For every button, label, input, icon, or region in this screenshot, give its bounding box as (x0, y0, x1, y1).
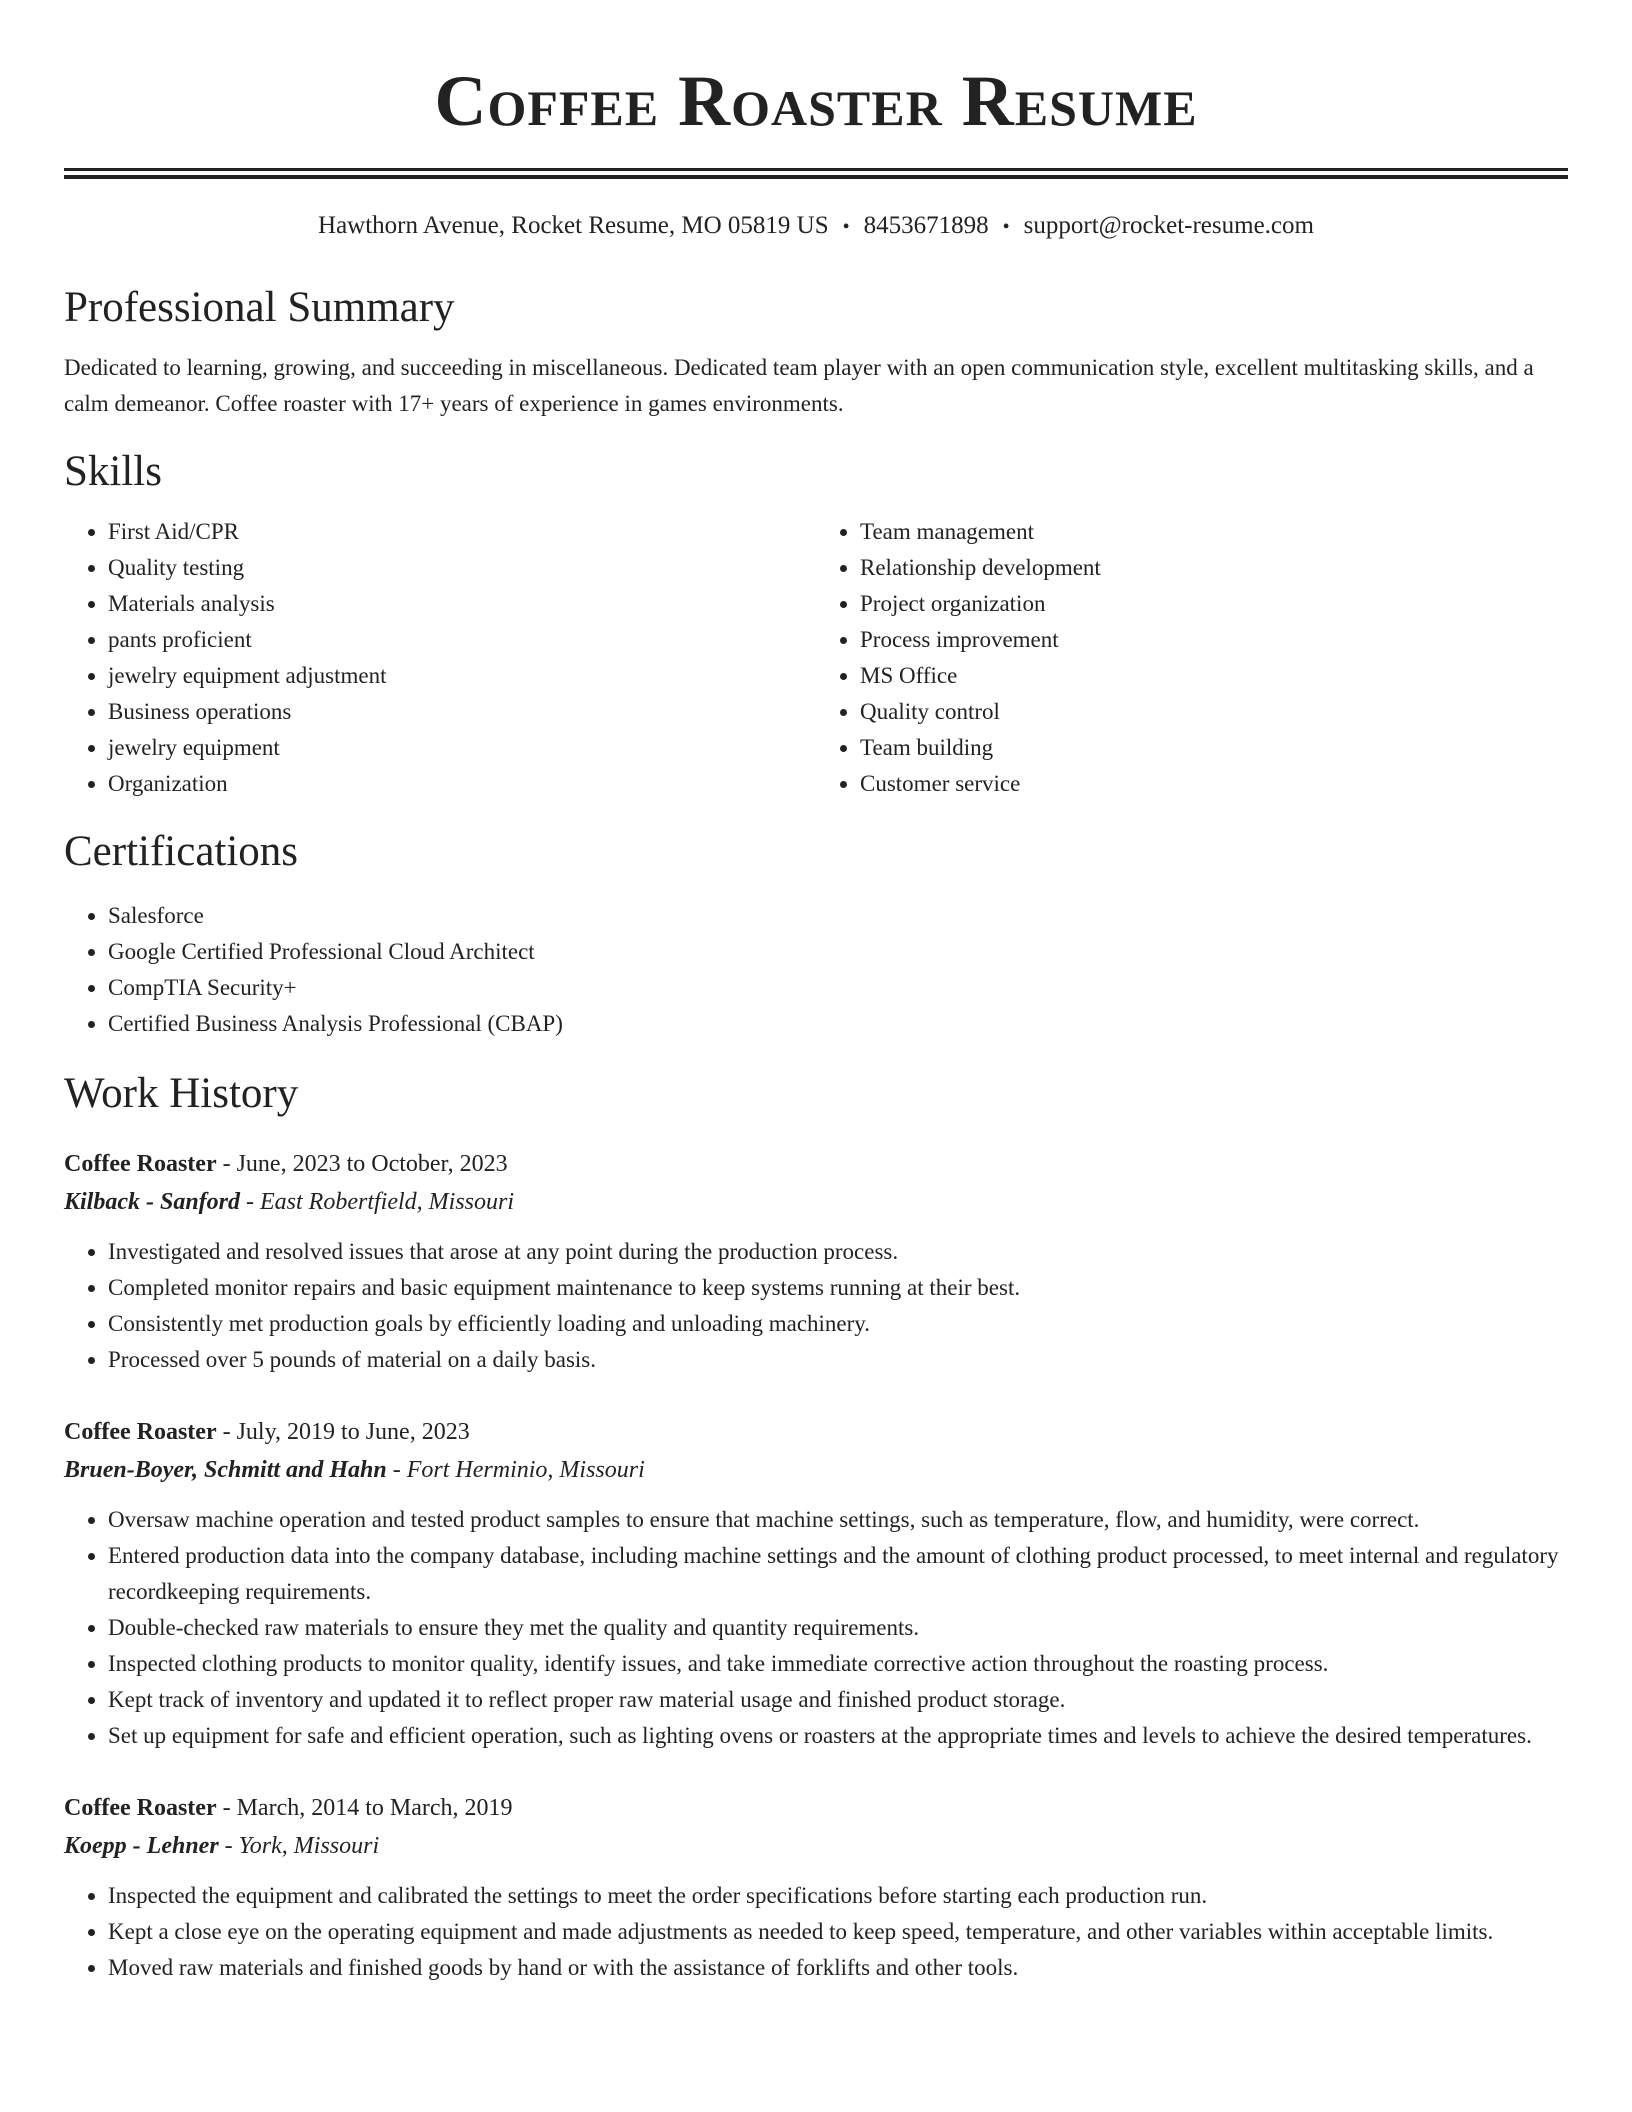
certification-item: • Certified Business Analysis Professional (CBAP) (108, 1006, 1568, 1042)
job-entry (64, 1146, 1568, 1378)
title-divider (64, 168, 1568, 179)
job-bullet: • Inspected the equipment and calibrated the settings to meet the order specifications before starting each production run. (108, 1878, 1568, 1914)
skills-columns (64, 514, 1568, 802)
job-bullet: • Set up equipment for safe and efficient operation, such as lighting ovens or roasters at the appropriate times and levels to achieve the desired temperatures. (108, 1718, 1568, 1754)
job-company: Koepp - Lehner (64, 1833, 219, 1859)
skills-list-right (816, 514, 1568, 802)
skill-item: • MS Office (860, 658, 1568, 694)
skill-item: • Team building (860, 730, 1568, 766)
skill-item: • jewelry equipment adjustment (108, 658, 816, 694)
skill-item: • pants proficient (108, 622, 816, 658)
skill-item: • Relationship development (860, 550, 1568, 586)
job-bullet: • Moved raw materials and finished goods by hand or with the assistance of forklifts and other tools. (108, 1950, 1568, 1986)
contact-address: Hawthorn Avenue, Rocket Resume, MO 05819 US (318, 212, 829, 239)
job-dates: June, 2023 to October, 2023 (236, 1151, 508, 1177)
skills-heading: Skills (64, 448, 162, 495)
job-location: East Robertfield, Missouri (260, 1189, 515, 1215)
job-company: Bruen-Boyer, Schmitt and Hahn (64, 1457, 387, 1483)
job-company-line: Kilback - Sanford - East Robertfield, Missouri (64, 1189, 515, 1215)
job-bullet: • Entered production data into the company database, including machine settings and the amount of clothing product processed, to meet internal and regulatory recordkeeping requirements. (108, 1538, 1568, 1610)
skill-item: • Quality testing (108, 550, 816, 586)
job-bullet: • Double-checked raw materials to ensure they met the quality and quantity requirements. (108, 1610, 1568, 1646)
job-title-line: Coffee Roaster - June, 2023 to October, 2023 (64, 1151, 508, 1177)
skill-item: • Materials analysis (108, 586, 816, 622)
skill-item: • jewelry equipment (108, 730, 816, 766)
job-title: Coffee Roaster (64, 1795, 217, 1821)
certifications-heading: Certifications (64, 828, 299, 875)
resume-page (64, 0, 1568, 1986)
job-bullet: • Investigated and resolved issues that arose at any point during the production process. (108, 1234, 1568, 1270)
job-company: Kilback - Sanford (64, 1189, 241, 1215)
skill-item: • Project organization (860, 586, 1568, 622)
job-company-line: Bruen-Boyer, Schmitt and Hahn - Fort Herminio, Missouri (64, 1457, 645, 1483)
certification-item: • Google Certified Professional Cloud Architect (108, 934, 1568, 970)
job-bullet: • Kept a close eye on the operating equipment and made adjustments as needed to keep speed, temperature, and other variables within acceptable limits. (108, 1914, 1568, 1950)
contact-phone: 8453671898 (863, 212, 989, 239)
job-title-line: Coffee Roaster - March, 2014 to March, 2019 (64, 1795, 513, 1821)
skill-item: • Team management (860, 514, 1568, 550)
job-location: York, Missouri (238, 1833, 380, 1859)
contact-line (64, 209, 1568, 244)
job-bullet: • Oversaw machine operation and tested product samples to ensure that machine settings, such as temperature, flow, and humidity, were correct. (108, 1502, 1568, 1538)
job-company-line: Koepp - Lehner - York, Missouri (64, 1833, 380, 1859)
skill-item: • Customer service (860, 766, 1568, 802)
job-location: Fort Herminio, Missouri (406, 1457, 645, 1483)
job-bullets (64, 1234, 1568, 1378)
skill-item: • Quality control (860, 694, 1568, 730)
job-bullet: • Consistently met production goals by efficiently loading and unloading machinery. (108, 1306, 1568, 1342)
job-dates: July, 2019 to June, 2023 (236, 1419, 470, 1445)
skill-item: • Organization (108, 766, 816, 802)
job-dates: March, 2014 to March, 2019 (236, 1795, 513, 1821)
job-bullet: • Processed over 5 pounds of material on a daily basis. (108, 1342, 1568, 1378)
job-bullets (64, 1502, 1568, 1754)
certification-item: • Salesforce (108, 898, 1568, 934)
certifications-list (64, 898, 1568, 1042)
job-bullet: • Inspected clothing products to monitor quality, identify issues, and take immediate corrective action throughout the roasting process. (108, 1646, 1568, 1682)
certification-item: • CompTIA Security+ (108, 970, 1568, 1006)
summary-text: Dedicated to learning, growing, and succeeding in miscellaneous. Dedicated team player with an open communication style, excellent multitasking skills, and a calm demeanor. Coffee roaster with 17+ years of experience in games environments. (64, 355, 1534, 416)
job-bullets (64, 1878, 1568, 1986)
job-entry (64, 1790, 1568, 1986)
contact-email: support@rocket-resume.com (1023, 212, 1314, 239)
job-title: Coffee Roaster (64, 1419, 217, 1445)
contact-separator: • (1002, 216, 1010, 238)
skills-list-left (64, 514, 816, 802)
skill-item: • Business operations (108, 694, 816, 730)
contact-separator: • (842, 216, 850, 238)
job-title: Coffee Roaster (64, 1151, 217, 1177)
resume-title: Coffee Roaster Resume (434, 61, 1198, 141)
job-bullet: • Kept track of inventory and updated it to reflect proper raw material usage and finished product storage. (108, 1682, 1568, 1718)
job-bullet: • Completed monitor repairs and basic equipment maintenance to keep systems running at their best. (108, 1270, 1568, 1306)
job-entry (64, 1414, 1568, 1754)
work-history-heading: Work History (64, 1070, 299, 1117)
summary-heading: Professional Summary (64, 284, 455, 331)
job-title-line: Coffee Roaster - July, 2019 to June, 2023 (64, 1419, 470, 1445)
skill-item: • Process improvement (860, 622, 1568, 658)
skill-item: • First Aid/CPR (108, 514, 816, 550)
